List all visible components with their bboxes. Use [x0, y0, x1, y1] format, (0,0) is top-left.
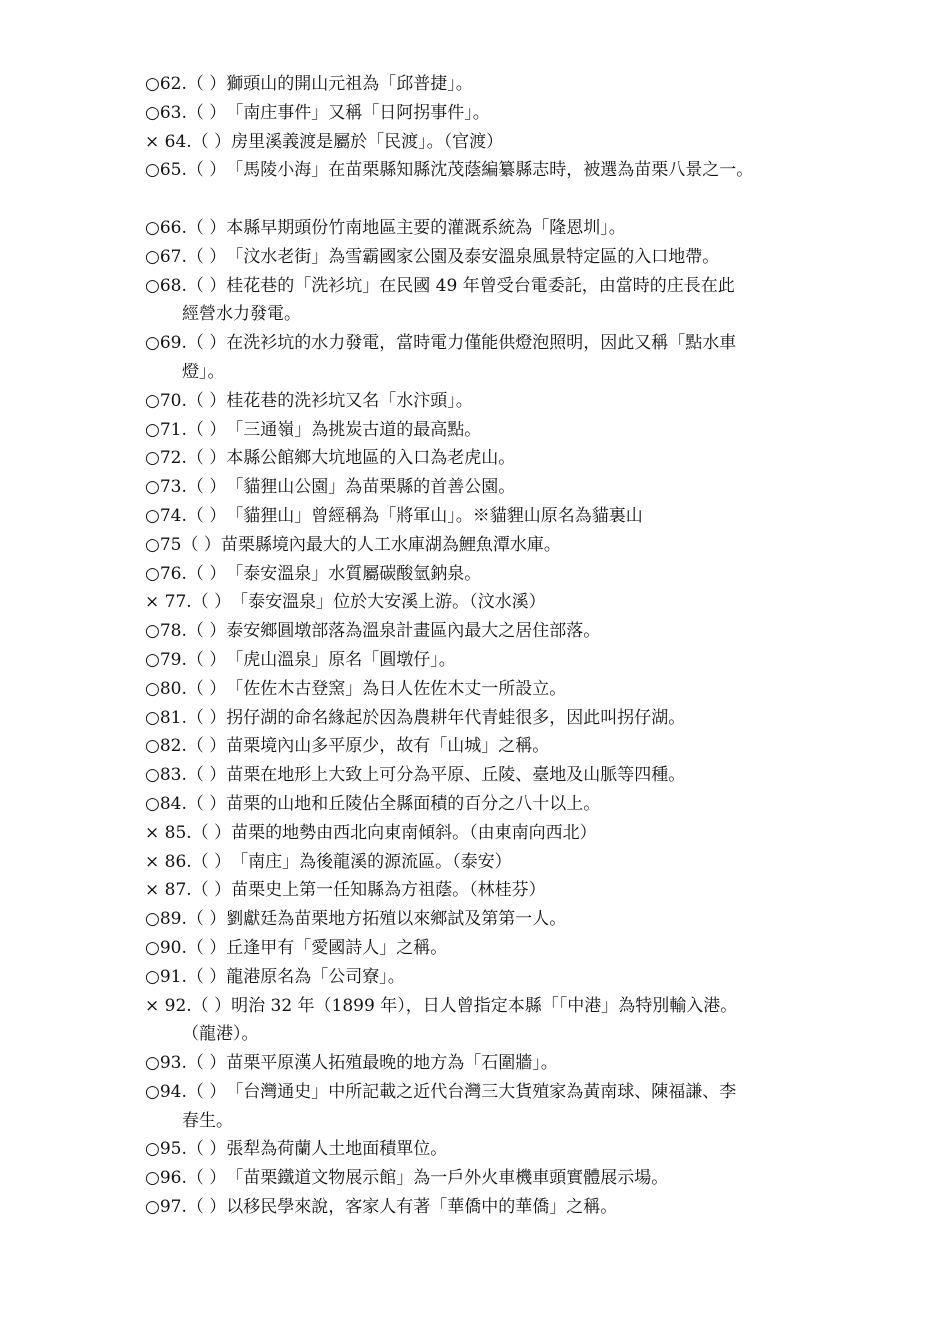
list-item	[145, 876, 835, 905]
item-text: 明治 32 年（1899 年），日人曾指定本縣「「中港」為特別輸入港。	[231, 995, 738, 1016]
item-text: 「馬陵小海」在苗栗縣知縣沈茂蔭編纂縣志時，被選為苗栗八景之一。	[226, 160, 754, 181]
item-text: 桂花巷的「洗衫坑」在民國 49 年曾受台電委託，由當時的庄長在此	[226, 275, 735, 296]
item-number: ○74.（ ）	[145, 505, 227, 526]
item-number: × 85.（ ）	[145, 822, 232, 843]
list-item	[145, 992, 835, 1050]
list-item	[145, 704, 835, 733]
list-item	[145, 963, 835, 992]
item-number: ○69.（ ）	[145, 333, 227, 354]
list-item	[145, 243, 835, 272]
item-number: ○78.（ ）	[145, 621, 227, 642]
item-number: ○91.（ ）	[145, 966, 227, 987]
item-text: 桂花巷的洗衫坑又名「水汴頭」。	[226, 390, 473, 411]
item-text: 房里溪義渡是屬於「民渡」。（官渡）	[231, 131, 504, 152]
item-number: ○97.（ ）	[145, 1197, 227, 1218]
list-item	[145, 1135, 835, 1164]
item-text-continued: 經營水力發電。	[182, 304, 301, 325]
list-item	[145, 905, 835, 934]
item-text: 「台灣通史」中所記載之近代台灣三大貨殖家為黃南球、陳福謙、李	[226, 1081, 737, 1102]
list-item	[145, 444, 835, 473]
item-text: 龍港原名為「公司寮」。	[226, 966, 405, 987]
item-text: 「佐佐木古登窯」為日人佐佐木丈一所設立。	[226, 678, 567, 699]
item-number: ○63.（ ）	[145, 102, 227, 123]
item-number: × 64.（ ）	[145, 131, 232, 152]
item-number: ○84.（ ）	[145, 793, 227, 814]
item-text: 本縣早期頭份竹南地區主要的灌溉系統為「隆恩圳」。	[226, 217, 626, 238]
list-item	[145, 473, 835, 502]
list-item	[145, 1193, 835, 1222]
item-number: ○93.（ ）	[145, 1053, 227, 1074]
list-item	[145, 848, 835, 877]
item-text: 在洗衫坑的水力發電，當時電力僅能供燈泡照明，因此又稱「點水車	[226, 333, 737, 354]
list-item	[145, 70, 835, 99]
item-text: 苗栗的山地和丘陵佔全縣面積的百分之八十以上。	[226, 793, 601, 814]
item-number: ○95.（ ）	[145, 1139, 227, 1160]
list-item	[145, 1164, 835, 1193]
item-text: 拐仔湖的命名緣起於因為農耕年代青蛙很多，因此叫拐仔湖。	[226, 707, 686, 728]
list-item	[145, 560, 835, 589]
item-text: 獅頭山的開山元祖為「邱普捷」。	[226, 74, 473, 94]
item-text: 苗栗縣境內最大的人工水庫湖為鯉魚潭水庫。	[220, 534, 561, 555]
item-text: 以移民學來說，客家人有著「華僑中的華僑」之稱。	[226, 1197, 618, 1218]
list-item	[145, 1049, 835, 1078]
list-item	[145, 128, 835, 157]
item-number: ○96.（ ）	[145, 1168, 227, 1189]
item-text-continued: （龍港）。	[182, 1024, 259, 1045]
list-item	[145, 387, 835, 416]
list-item	[145, 732, 835, 761]
item-text: 「泰安溫泉」位於大安溪上游。（汶水溪）	[231, 592, 546, 613]
item-text: 劉獻廷為苗栗地方拓殖以來鄉試及第第一人。	[226, 909, 567, 930]
list-item	[145, 272, 835, 330]
item-number: ○70.（ ）	[145, 390, 227, 411]
item-number: × 87.（ ）	[145, 880, 232, 901]
item-number: ○79.（ ）	[145, 649, 227, 670]
item-number: ○82.（ ）	[145, 736, 227, 757]
list-item	[145, 934, 835, 963]
item-text-continued: 燈」。	[182, 361, 225, 382]
item-number: ○75（ ）	[145, 534, 221, 555]
list-item	[145, 214, 835, 243]
list-item	[145, 1078, 835, 1136]
item-number: ○67.（ ）	[145, 246, 227, 267]
item-text: 「貓狸山公園」為苗栗縣的首善公園。	[226, 477, 516, 498]
list-item	[145, 819, 835, 848]
list-item	[145, 790, 835, 819]
item-number: × 92.（ ）	[145, 995, 232, 1016]
item-number: ○90.（ ）	[145, 937, 227, 958]
item-text: 苗栗在地形上大致上可分為平原、丘陵、臺地及山脈等四種。	[226, 765, 686, 786]
item-number: ○65.（ ）	[145, 160, 227, 181]
item-number: × 77.（ ）	[145, 592, 232, 613]
item-text: 「汶水老街」為雪霸國家公園及泰安溫泉風景特定區的入口地帶。	[226, 246, 720, 267]
list-item	[145, 502, 835, 531]
item-text: 「貓狸山」曾經稱為「將軍山」。※貓貍山原名為貓裏山	[226, 505, 643, 526]
list-item	[145, 761, 835, 790]
item-text: 丘逢甲有「愛國詩人」之稱。	[226, 937, 448, 958]
item-text: 「南庄」為後龍溪的源流區。（泰安）	[231, 851, 512, 872]
item-number: ○68.（ ）	[145, 275, 227, 296]
item-text: 「南庄事件」又稱「日阿拐事件」。	[226, 102, 490, 123]
item-text: 張犁為荷蘭人土地面積單位。	[226, 1139, 448, 1160]
item-number: ○81.（ ）	[145, 707, 227, 728]
list-item	[145, 588, 835, 617]
item-text: 苗栗平原漢人拓殖最晚的地方為「石圍牆」。	[226, 1053, 558, 1074]
item-number: ○94.（ ）	[145, 1081, 227, 1102]
list-item	[145, 617, 835, 646]
item-number: ○66.（ ）	[145, 217, 227, 238]
item-text: 本縣公館鄉大坑地區的入口為老虎山。	[226, 448, 516, 469]
item-text: 「虎山溫泉」原名「圓墩仔」。	[226, 649, 456, 670]
item-text: 「苗栗鐵道文物展示館」為一戶外火車機車頭實體展示場。	[226, 1168, 669, 1189]
item-number: × 86.（ ）	[145, 851, 232, 872]
item-text: 苗栗史上第一任知縣為方祖蔭。（林桂芬）	[231, 880, 546, 901]
list-item	[145, 329, 835, 387]
item-text: 「三通嶺」為挑炭古道的最高點。	[226, 419, 482, 440]
item-number: ○89.（ ）	[145, 909, 227, 930]
item-number: ○62.（ ）	[145, 74, 227, 94]
item-number: ○71.（ ）	[145, 419, 227, 440]
list-item	[145, 675, 835, 704]
item-text: 苗栗的地勢由西北向東南傾斜。（由東南向西北）	[231, 822, 597, 843]
list-item	[145, 416, 835, 445]
item-number: ○80.（ ）	[145, 678, 227, 699]
item-text: 「泰安溫泉」水質屬碳酸氫鈉泉。	[226, 563, 482, 584]
item-text: 苗栗境內山多平原少，故有「山城」之稱。	[226, 736, 550, 757]
item-number: ○83.（ ）	[145, 765, 227, 786]
item-text: 泰安鄉圓墩部落為溫泉計畫區內最大之居住部落。	[226, 621, 601, 642]
list-item	[145, 646, 835, 675]
list-item	[145, 531, 835, 560]
list-item	[145, 156, 835, 185]
spacer	[145, 185, 835, 214]
item-text-continued: 春生。	[182, 1110, 233, 1131]
question-list	[145, 70, 835, 1222]
item-number: ○73.（ ）	[145, 477, 227, 498]
item-number: ○76.（ ）	[145, 563, 227, 584]
list-item	[145, 99, 835, 128]
item-number: ○72.（ ）	[145, 448, 227, 469]
